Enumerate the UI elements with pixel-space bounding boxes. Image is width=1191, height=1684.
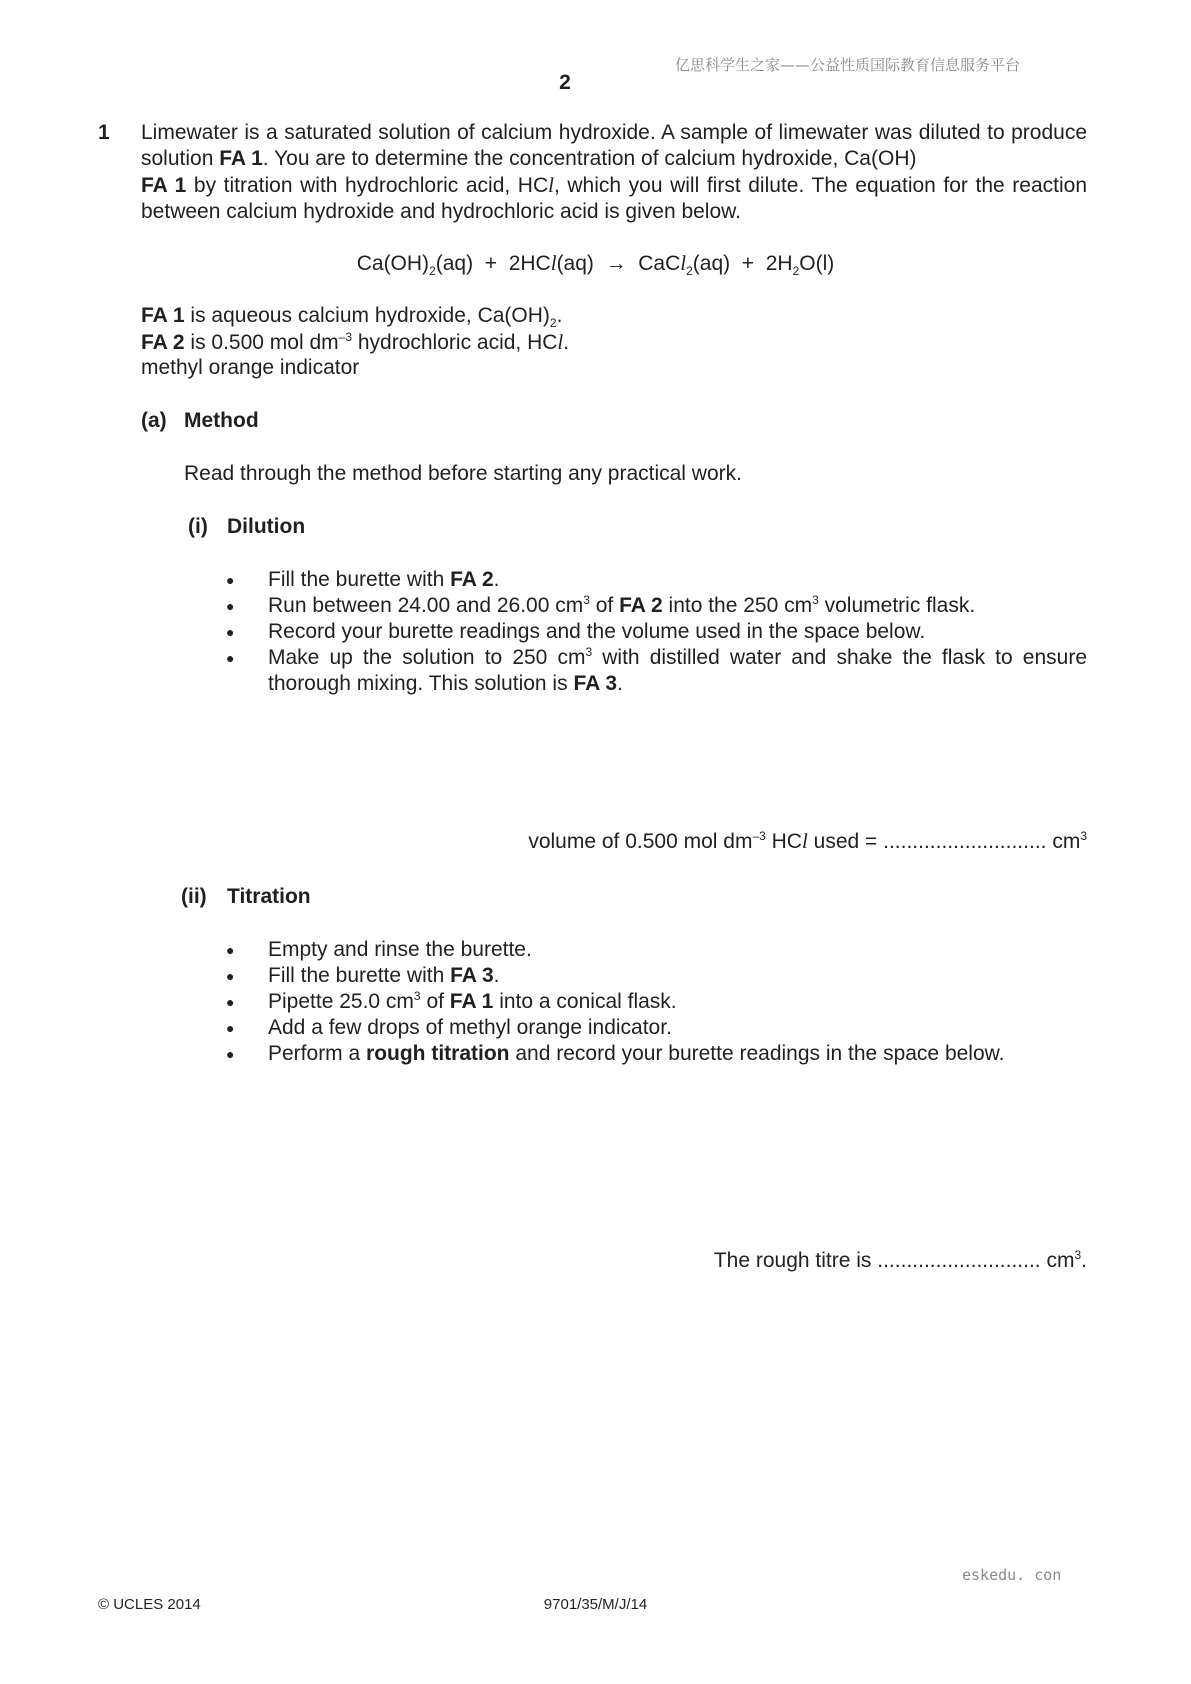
list-item: ● Empty and rinse the burette.	[226, 937, 1087, 963]
method-instruction: Read through the method before starting any practical work.	[184, 462, 742, 485]
sub-ii-heading: (ii) Titration	[181, 885, 311, 908]
sub-i-heading: (i) Dilution	[188, 515, 306, 538]
dilution-answer-line[interactable]: volume of 0.500 mol $dm^{-3}$ HCl used = ............................ $cm^3$	[528, 829, 1087, 853]
material-fa1: FA 1 is aqueous calcium hydroxide, $Ca(OH)_2$.	[141, 304, 563, 331]
site-watermark: eskedu. con	[962, 1566, 1062, 1584]
question-intro: Limewater is a saturated solution of calcium hydroxide. A sample of limewater was diluted to produce solution FA 1. You are to determine the concentration of calcium hydroxide, Ca(OH) FA 1 by titration with hydrochloric acid, HCl, which you will first dilute. The equation for the reaction between calcium hydroxide and hydrochloric acid is given below.	[141, 121, 1087, 223]
list-item: ● Add a few drops of methyl orange indicator.	[226, 1015, 1087, 1041]
watermark-text: 亿思科学生之家——公益性质国际教育信息服务平台	[675, 56, 1021, 74]
list-item: ● Fill the burette with FA 3.	[226, 963, 1087, 989]
titration-steps	[226, 937, 1087, 1067]
copyright-notice: © UCLES 2014	[98, 1596, 201, 1613]
list-item: ● Fill the burette with FA 2.	[226, 567, 1087, 593]
question-number: 1	[98, 121, 110, 144]
materials-list	[141, 303, 1081, 381]
list-item: ● Run between 24.00 and 26.00 $cm^3$ of FA 2 into the 250 $cm^3$ volumetric flask.	[226, 593, 1087, 619]
rough-titre-answer-line[interactable]: The rough titre is ............................ $cm^3$.	[713, 1248, 1087, 1272]
paper-code: 9701/35/M/J/14	[543, 1596, 648, 1613]
list-item: ● Make up the solution to 250 $cm^3$ with distilled water and shake the flask to ensure thorough mixing. This solution is FA 3.	[226, 645, 1087, 697]
list-item: ● Pipette 25.0 $cm^3$ of FA 1 into a conical flask.	[226, 989, 1087, 1015]
part-a-heading: (a) Method	[141, 409, 259, 432]
material-fa2: FA 2 is 0.500 mol $dm^{-3}$ hydrochloric acid, HCl.	[141, 330, 570, 354]
dilution-steps	[226, 567, 1087, 697]
page-number: 2	[559, 71, 571, 94]
reaction-equation: $Ca(OH)_2(aq) + 2HCl(aq)$ → CaCl$_2$(aq) + $2H_2O(l)$	[356, 251, 835, 279]
list-item: ● Perform a rough titration and record your burette readings in the space below.	[226, 1041, 1087, 1067]
list-item: ● Record your burette readings and the volume used in the space below.	[226, 619, 1087, 645]
material-indicator: methyl orange indicator	[141, 356, 360, 379]
